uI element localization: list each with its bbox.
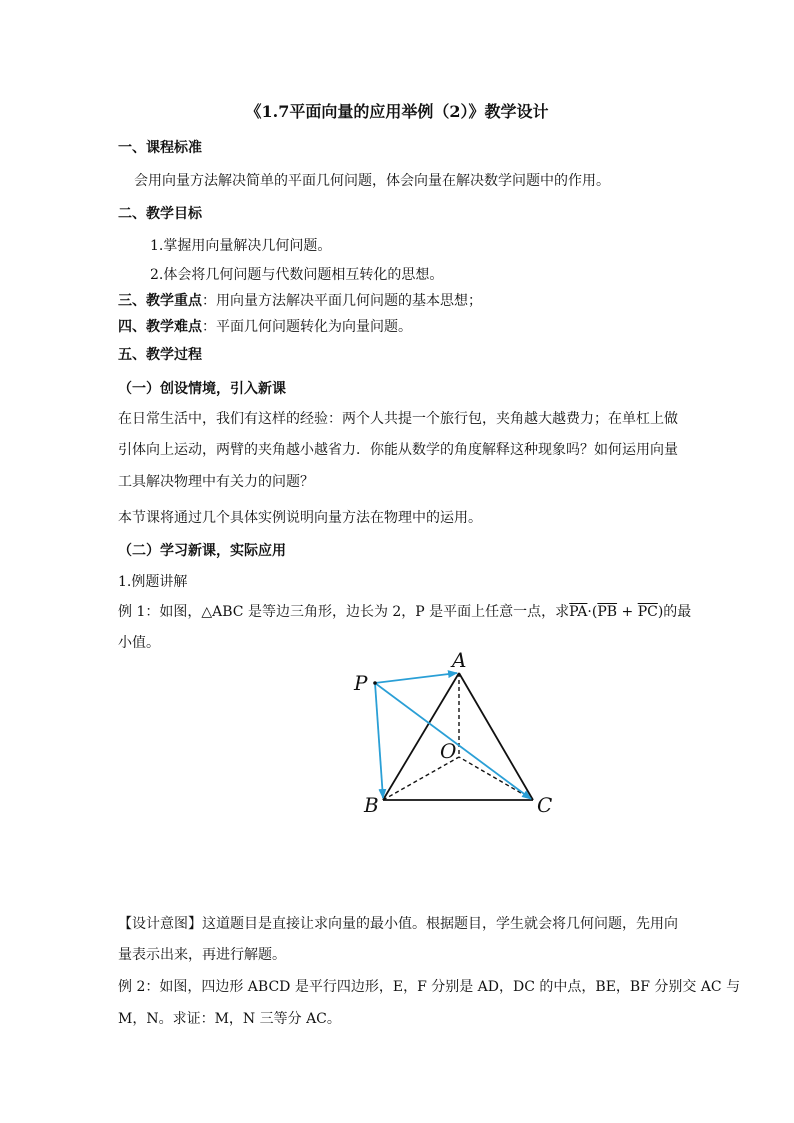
label-b: B xyxy=(364,793,379,817)
example-1-text-start: 例 1：如图，△ABC 是等边三角形，边长为 2，P 是平面上任意一点，求 xyxy=(118,604,570,620)
example-1-line-2: 小值。 xyxy=(118,635,160,651)
dot-operator: ·( xyxy=(587,604,598,620)
point-p xyxy=(373,681,377,685)
difficulties-line xyxy=(118,318,412,336)
difficulties-text: ：平面几何问题转化为向量问题。 xyxy=(202,319,412,335)
intro-paragraph-line-1: 在日常生活中，我们有这样的经验：两个人共提一个旅行包，夹角越大越费力；在单杠上做 xyxy=(118,411,678,427)
label-o: O xyxy=(440,739,457,763)
example-1-text-end: )的最 xyxy=(657,604,692,620)
example-2-line-1: 例 2：如图，四边形 ABCD 是平行四边形，E，F 分别是 AD，DC 的中点，BE，BF 分别交 AC 与 xyxy=(118,979,741,995)
median-bo xyxy=(383,757,459,800)
key-points-line xyxy=(118,292,482,310)
vector-arrow-pb xyxy=(375,683,383,798)
vector-arrow-pa xyxy=(375,673,457,683)
label-a: A xyxy=(452,648,467,672)
intro-paragraph-2: 本节课将通过几个具体实例说明向量方法在物理中的运用。 xyxy=(118,510,482,526)
example-1-line-1 xyxy=(118,603,691,621)
intro-paragraph-line-2: 引体向上运动，两臂的夹角越小越省力．你能从数学的角度解释这种现象吗？如何运用向量 xyxy=(118,442,678,458)
curriculum-text: 会用向量方法解决简单的平面几何问题，体会向量在解决数学问题中的作用。 xyxy=(134,173,610,189)
objective-item-2: 2.体会将几何问题与代数问题相互转化的思想。 xyxy=(150,267,444,283)
plus-operator: + xyxy=(617,604,638,620)
label-c: C xyxy=(537,793,553,817)
section-heading-curriculum: 一、课程标准 xyxy=(118,140,202,156)
example-list-label: 1.例题讲解 xyxy=(118,574,188,590)
label-p: P xyxy=(354,671,368,695)
edge-ac xyxy=(459,673,533,800)
triangle-figure xyxy=(340,640,580,830)
design-intent-line-1: 【设计意图】这道题目是直接让求向量的最小值。根据题目，学生就会将几何问题，先用向 xyxy=(118,916,678,932)
subsection-heading-intro: （一）创设情境，引入新课 xyxy=(118,381,286,397)
document-title: 《1.7平面向量的应用举例（2）》教学设计 xyxy=(245,102,549,121)
example-2-line-2: M，N。求证：M，N 三等分 AC。 xyxy=(118,1011,341,1027)
median-co xyxy=(459,757,533,800)
section-heading-difficulties: 四、教学难点 xyxy=(118,319,202,335)
intro-paragraph-line-3: 工具解决物理中有关力的问题？ xyxy=(118,474,314,490)
section-heading-objectives: 二、教学目标 xyxy=(118,206,202,222)
design-intent-line-2: 量表示出来，再进行解题。 xyxy=(118,947,286,963)
vector-pb: $\overline{PB}$ xyxy=(597,604,618,620)
section-heading-key-points: 三、教学重点 xyxy=(118,293,202,309)
key-points-text: ：用向量方法解决平面几何问题的基本思想； xyxy=(202,293,482,309)
vector-pc: $\overline{PC}$ xyxy=(637,604,658,620)
objective-item-1: 1.掌握用向量解决几何问题。 xyxy=(150,238,332,254)
vector-pa: $\overline{PA}$ xyxy=(569,604,588,620)
section-heading-process: 五、教学过程 xyxy=(118,347,202,363)
subsection-heading-new-lesson: （二）学习新课，实际应用 xyxy=(118,543,286,559)
